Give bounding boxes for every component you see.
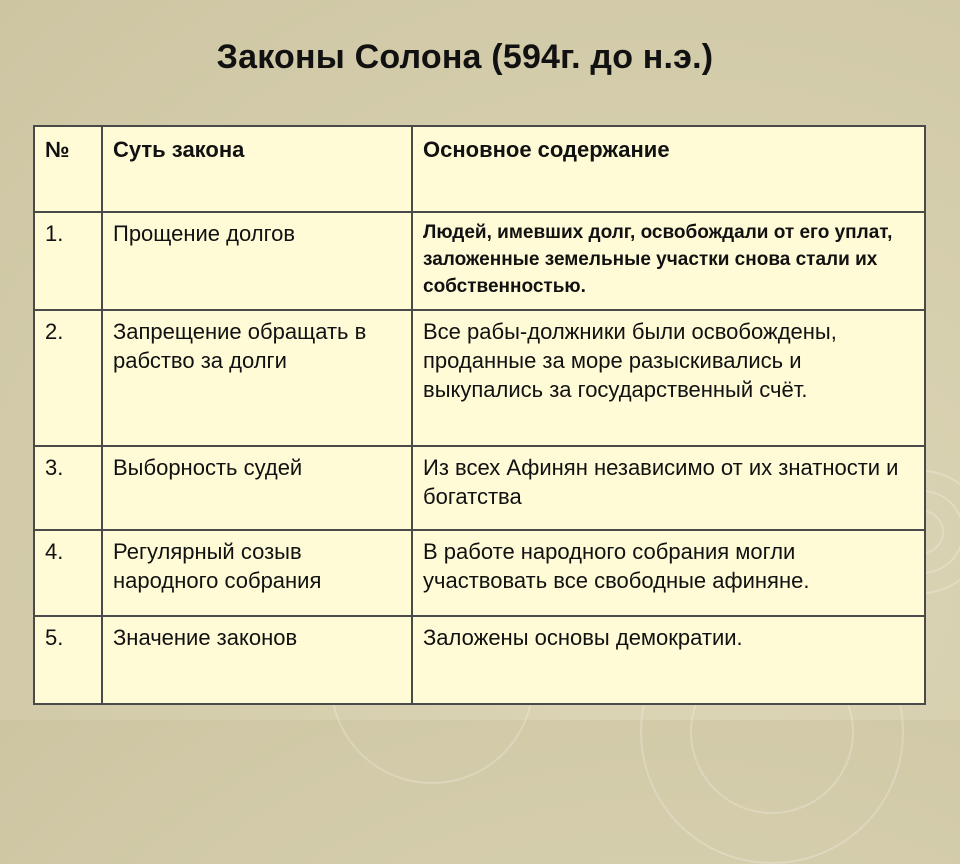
row-essence: Выборность судей [102,446,412,530]
row-number: 5. [34,616,102,704]
header-content: Основное содержание [412,126,925,212]
row-number: 3. [34,446,102,530]
row-content: Из всех Афинян независимо от их знатности и богатства [412,446,925,530]
row-essence: Прощение долгов [102,212,412,310]
row-content: В работе народного собрания могли участвовать все свободные афиняне. [412,530,925,616]
row-content: Заложены основы демократии. [412,616,925,704]
row-number: 2. [34,310,102,446]
table-header-row [34,126,925,212]
header-essence: Суть закона [102,126,412,212]
header-number: № [34,126,102,212]
row-essence: Запрещение обращать в рабство за долги [102,310,412,446]
table-row [34,446,925,530]
page-title: Законы Солона (594г. до н.э.) [216,38,714,76]
row-essence: Значение законов [102,616,412,704]
row-content: Людей, имевших долг, освобождали от его уплат, заложенные земельные участки снова стали их собственностью. [412,212,925,310]
table-row [34,310,925,446]
table-row [34,616,925,704]
row-essence: Регулярный созыв народного собрания [102,530,412,616]
table-row [34,530,925,616]
table-row [34,212,925,310]
row-content: Все рабы-должники были освобождены, проданные за море разыскивались и выкупались за государственный счёт. [412,310,925,446]
row-number: 1. [34,212,102,310]
laws-table [33,125,926,705]
row-number: 4. [34,530,102,616]
